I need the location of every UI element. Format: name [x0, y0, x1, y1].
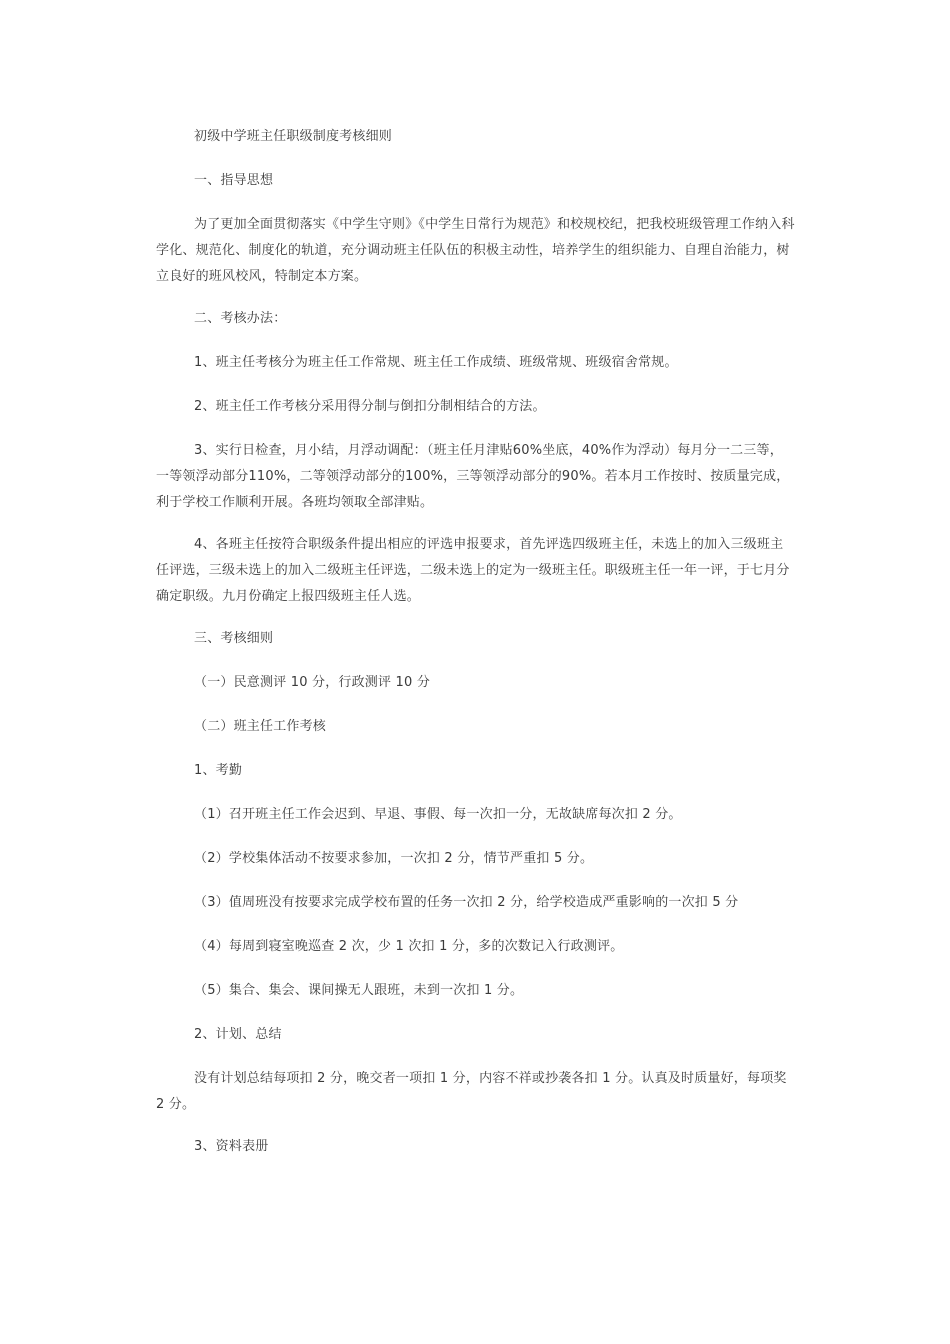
- document-page: [156, 0, 796, 1344]
- detail-public-evaluation: （一）民意测评 10 分，行政测评 10 分: [194, 675, 431, 690]
- section-heading-guiding-thought: 一、指导思想: [194, 173, 274, 188]
- attendance-rule-5: （5）集合、集会、课间操无人跟班，未到一次扣 1 分。: [194, 983, 524, 998]
- plan-summary-rule: 没有计划总结每项扣 2 分，晚交者一项扣 1 分，内容不祥或抄袭各扣 1 分。认真及时质量好，每项奖 2 分。: [156, 1071, 787, 1112]
- subheading-records-forms: 3、资料表册: [194, 1139, 269, 1154]
- method-item-4: 4、各班主任按符合职级条件提出相应的评选申报要求，首先评选四级班主任，未选上的加入三级班主任评选，三级未选上的加入二级班主任评选，二级未选上的定为一级班主任。职级班主任一年一评，于七月分确定职级。九月份确定上报四级班主任人选。: [156, 537, 790, 604]
- attendance-rule-1: （1）召开班主任工作会迟到、早退、事假、每一次扣一分，无故缺席每次扣 2 分。: [194, 807, 682, 822]
- section-heading-assessment-details: 三、考核细则: [194, 631, 274, 646]
- method-item-2: 2、班主任工作考核分采用得分制与倒扣分制相结合的方法。: [194, 399, 546, 414]
- section-heading-assessment-method: 二、考核办法：: [194, 311, 287, 326]
- method-item-3: 3、实行日检查，月小结，月浮动调配：（班主任月津贴60%坐底，40%作为浮动）每月分一二三等，一等领浮动部分110%，二等领浮动部分的100%，三等领浮动部分的90%。若本月工作按时、按质量完成，利于学校工作顺利开展。各班均领取全部津贴。: [156, 443, 790, 510]
- subheading-attendance: 1、考勤: [194, 763, 243, 778]
- subheading-plan-summary: 2、计划、总结: [194, 1027, 282, 1042]
- paragraph-guiding-thought: 为了更加全面贯彻落实《中学生守则》《中学生日常行为规范》和校规校纪，把我校班级管理工作纳入科学化、规范化、制度化的轨道，充分调动班主任队伍的积极主动性，培养学生的组织能力、自理自治能力，树立良好的班风校风，特制定本方案。: [156, 217, 795, 284]
- document-title: 初级中学班主任职级制度考核细则: [194, 129, 393, 144]
- attendance-rule-2: （2）学校集体活动不按要求参加，一次扣 2 分，情节严重扣 5 分。: [194, 851, 594, 866]
- method-item-1: 1、班主任考核分为班主任工作常规、班主任工作成绩、班级常规、班级宿舍常规。: [194, 355, 678, 370]
- detail-teacher-work-assessment: （二）班主任工作考核: [194, 719, 327, 734]
- attendance-rule-4: （4）每周到寝室晚巡查 2 次，少 1 次扣 1 分，多的次数记入行政测评。: [194, 939, 624, 954]
- attendance-rule-3: （3）值周班没有按要求完成学校布置的任务一次扣 2 分，给学校造成严重影响的一次扣 5 分: [194, 895, 739, 910]
